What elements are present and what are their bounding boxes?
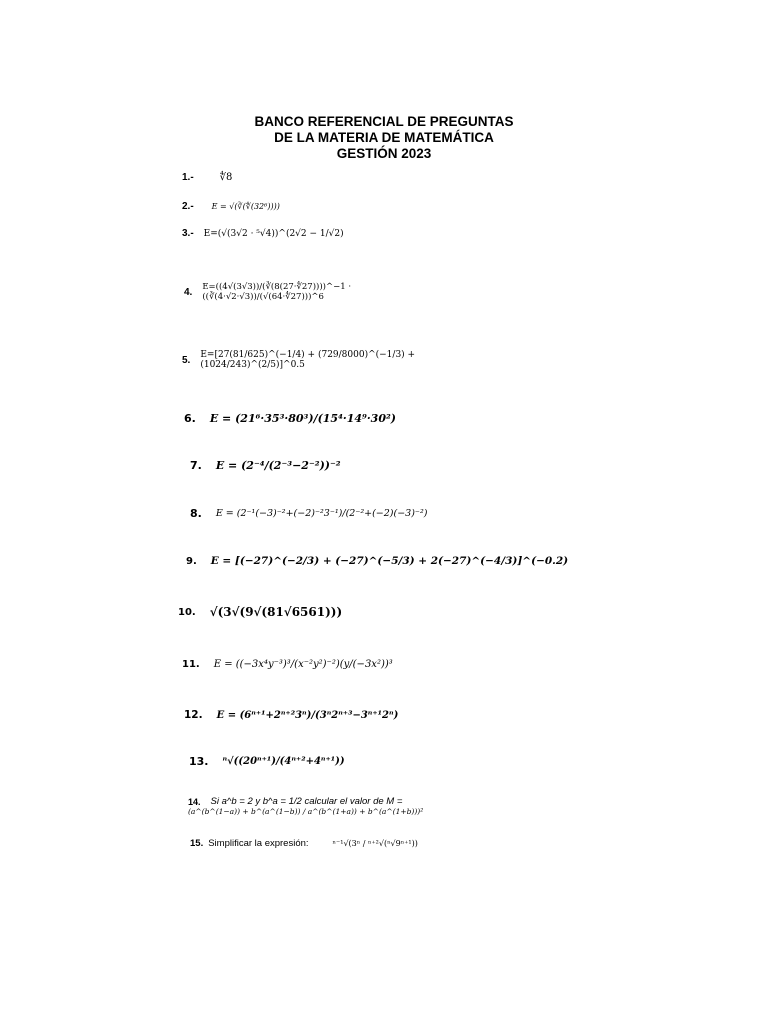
question-expression: E = ((−3x⁴y⁻³)³/(x⁻²y²)⁻²)(y/(−3x²))³: [213, 659, 393, 670]
question-expression: ⁿ⁻¹√(3ⁿ / ⁿ⁺²√(ⁿ√9ⁿ⁺¹)): [332, 839, 418, 848]
question-expression: E = (21⁶·35³·80³)/(15⁴·14⁹·30²): [209, 412, 397, 425]
question-number: 9.: [186, 555, 197, 567]
question-2: [182, 201, 280, 212]
question-3: [182, 228, 344, 239]
question-expression: E = √(∛(∜(32⁶)))): [211, 202, 280, 211]
question-expression: √(3√(9√(81√6561))): [209, 605, 343, 619]
question-number: 7.: [190, 459, 202, 472]
question-text: Simplificar la expresión:: [208, 838, 309, 849]
question-expression: E = (2⁻⁴/(2⁻³−2⁻²))⁻²: [215, 459, 341, 472]
question-15: [190, 838, 418, 849]
header-line-1: BANCO REFERENCIAL DE PREGUNTAS: [254, 114, 514, 129]
question-14: [188, 796, 438, 816]
question-expression: (a^(b^(1−a)) + b^(a^(1−b)) / a^(b^(1+a)) + b^(a^(1+b)))²: [188, 807, 424, 816]
question-number: 2.-: [182, 201, 194, 212]
question-number: 14.: [188, 796, 201, 807]
question-expression: E=((4√(3√3))/(∛(8(27·∜27))))^−1 · ((∛(4·√2·√3))/(√(64·∜27)))^6: [202, 282, 352, 302]
question-number: 1.-: [182, 172, 194, 183]
question-number: 6.: [184, 412, 196, 425]
question-expression: ∜8: [219, 172, 233, 183]
question-number: 12.: [184, 709, 203, 721]
question-number: 8.: [190, 507, 202, 520]
header-line-3: GESTIÓN 2023: [336, 146, 432, 161]
question-8: [190, 507, 427, 520]
question-12: [184, 709, 398, 721]
question-7: [190, 459, 341, 472]
question-4: [184, 282, 442, 302]
question-10: [178, 605, 342, 619]
question-9: [186, 555, 568, 567]
question-expression: ⁿ√((20ⁿ⁺¹)/(4ⁿ⁺²+4ⁿ⁺¹)): [222, 756, 345, 767]
question-number: 5.: [182, 354, 191, 366]
question-number: 10.: [178, 606, 196, 618]
question-expression: E = (2⁻¹(−3)⁻²+(−2)⁻²3⁻¹)/(2⁻²+(−2)(−3)⁻²): [215, 508, 428, 519]
question-number: 4.: [184, 286, 193, 298]
question-number: 15.: [190, 838, 204, 849]
header-line-2: DE LA MATERIA DE MATEMÁTICA: [274, 130, 494, 145]
question-number: 3.-: [182, 228, 194, 239]
question-expression: E=(√(3√2 · ⁵√4))^(2√2 − 1/√2): [203, 228, 344, 239]
question-number: 13.: [189, 755, 209, 768]
question-expression: E = (6ⁿ⁺¹+2ⁿ⁺²3ⁿ)/(3ⁿ2ⁿ⁺³−3ⁿ⁺¹2ⁿ): [216, 709, 399, 721]
question-expression: E=[27(81/625)^(−1/4) + (729/8000)^(−1/3) + (1024/243)^(2/5)]^0.5: [200, 350, 416, 370]
question-expression: E = [(−27)^(−2/3) + (−27)^(−5/3) + 2(−27)^(−4/3)]^(−0.2): [210, 555, 569, 567]
question-11: [182, 659, 393, 670]
question-13: [189, 755, 345, 768]
question-5: [182, 350, 420, 370]
question-number: 11.: [182, 659, 200, 670]
question-6: [184, 412, 396, 425]
question-text: Si a^b = 2 y b^a = 1/2 calcular el valor de M =: [210, 796, 403, 807]
question-1: [182, 172, 232, 183]
